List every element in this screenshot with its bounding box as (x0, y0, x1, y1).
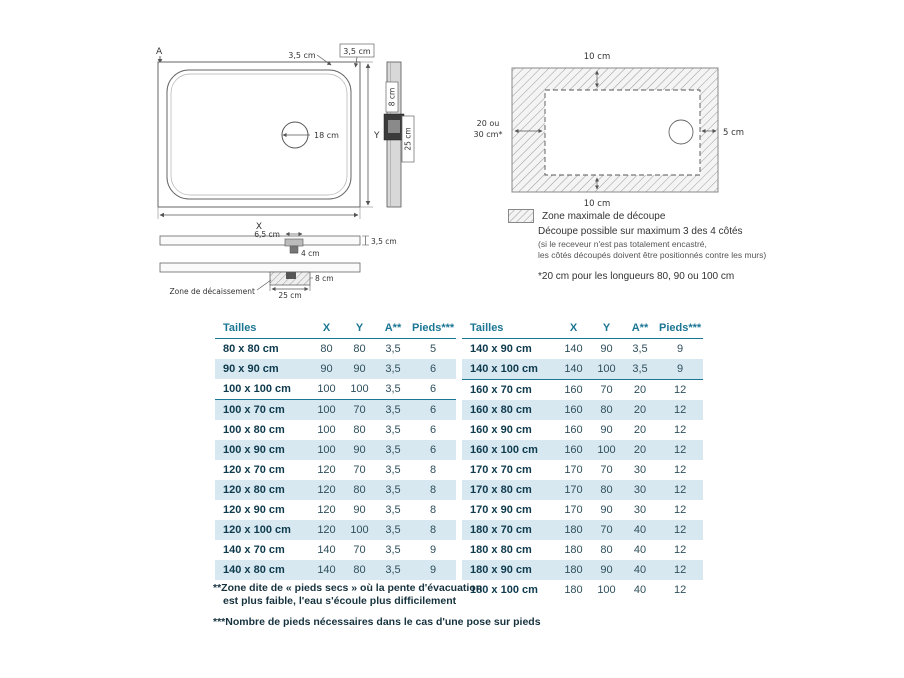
y-cell: 90 (353, 503, 366, 516)
y-cell: 90 (600, 563, 613, 576)
size-cell: 160 x 80 cm (470, 403, 532, 416)
table-row (215, 480, 456, 500)
size-cell: 100 x 70 cm (223, 403, 285, 416)
table-row (462, 540, 703, 560)
y-cell: 70 (353, 403, 366, 416)
cutout-dim-left-label-line1: 20 ou (476, 119, 500, 128)
y-cell: 90 (353, 362, 366, 375)
header-y: Y (590, 318, 623, 339)
y-cell: 100 (590, 359, 623, 380)
pieds-cell: 12 (673, 523, 687, 536)
table-row (462, 520, 703, 540)
size-cell: 140 x 100 cm (462, 359, 557, 380)
y-cell: 80 (353, 423, 366, 436)
table-row (215, 560, 456, 580)
pieds-cell: 5 (430, 342, 437, 355)
table-row (215, 339, 456, 360)
table-row (215, 460, 456, 480)
y-cell: 70 (353, 543, 366, 556)
size-cell: 180 x 70 cm (470, 523, 532, 536)
x-cell: 100 (310, 379, 343, 400)
y-cell: 90 (600, 503, 613, 516)
a-cell: 3,5 (385, 483, 401, 496)
pieds-cell: 6 (430, 403, 437, 416)
table-row (462, 500, 703, 520)
section-bar-2 (160, 263, 360, 272)
legend-note-line2: les côtés découpés doivent être positionnés contre les murs) (538, 250, 767, 261)
x-cell: 170 (564, 463, 583, 476)
size-cell: 120 x 70 cm (223, 463, 285, 476)
x-cell: 120 (317, 483, 336, 496)
y-cell: 80 (353, 563, 366, 576)
recess-zone-label: Zone de décaissement (169, 287, 255, 296)
x-cell: 80 (320, 342, 333, 355)
a-cell: 30 (633, 503, 647, 516)
a-cell: 20 (633, 403, 647, 416)
recess-drain-stub (286, 272, 296, 279)
cutout-drain-circle (669, 120, 693, 144)
pieds-cell: 6 (430, 362, 437, 375)
table-row (462, 560, 703, 580)
size-cell: 180 x 90 cm (470, 563, 532, 576)
table-row (215, 440, 456, 460)
table-row (215, 520, 456, 540)
size-cell: 160 x 70 cm (470, 383, 532, 396)
a-cell: 40 (633, 563, 647, 576)
y-cell: 80 (353, 342, 366, 355)
x-cell: 90 (320, 362, 333, 375)
a-cell: 40 (633, 523, 647, 536)
y-cell: 100 (597, 443, 616, 456)
table-row (215, 359, 456, 379)
section-drain-stem (290, 246, 298, 253)
size-cell: 90 x 90 cm (223, 362, 279, 375)
x-cell: 160 (564, 383, 583, 396)
header-pieds: Pieds*** (410, 318, 456, 339)
header-pieds: Pieds*** (657, 318, 703, 339)
legend-title: Zone maximale de découpe (542, 210, 666, 222)
x-cell: 100 (317, 423, 336, 436)
table-row (215, 500, 456, 520)
size-cell: 100 x 80 cm (223, 423, 285, 436)
y-cell: 100 (597, 583, 616, 596)
pieds-cell: 9 (677, 342, 684, 355)
recess-zone-leader (257, 280, 271, 290)
y-cell: 90 (600, 342, 613, 355)
table-row (215, 400, 456, 421)
y-cell: 90 (600, 423, 613, 436)
pieds-cell: 6 (430, 443, 437, 456)
side-dim-drain-zone-label: 25 cm (403, 127, 413, 151)
top-view (156, 44, 380, 232)
a-cell: 3,5 (385, 362, 401, 375)
header-a: A** (623, 318, 657, 339)
side-drain-trap-detail (388, 120, 400, 133)
a-cell: 20 (633, 423, 647, 436)
axis-y-label: Y (374, 131, 380, 141)
size-cell: 160 x 90 cm (470, 423, 532, 436)
x-cell: 160 (564, 423, 583, 436)
a-cell: 3,5 (376, 379, 410, 400)
footnote-pieds-secs-line1: **Zone dite de « pieds secs » où la pente d'évacuation (213, 582, 483, 594)
header-y: Y (343, 318, 376, 339)
pieds-cell: 8 (430, 523, 437, 536)
table-row (215, 540, 456, 560)
x-cell: 120 (317, 503, 336, 516)
y-cell: 100 (343, 379, 376, 400)
x-cell: 140 (564, 342, 583, 355)
a-cell: 30 (633, 483, 647, 496)
x-cell: 170 (564, 503, 583, 516)
legend-rule-text: Découpe possible sur maximum 3 des 4 côtés (538, 226, 743, 237)
size-cell: 80 x 80 cm (223, 342, 279, 355)
table-header-row (462, 318, 703, 339)
a-cell: 3,5 (385, 463, 401, 476)
footnote-pieds-secs-line2: est plus faible, l'eau s'écoule plus difficilement (223, 594, 457, 607)
y-cell: 80 (600, 483, 613, 496)
footnote-nombre-pieds: ***Nombre de pieds nécessaires dans le cas d'une pose sur pieds (213, 616, 541, 629)
dim-recess-width-label: 25 cm (278, 291, 302, 300)
size-cell: 140 x 90 cm (470, 342, 532, 355)
dim-border-top-label: 3,5 cm (288, 51, 316, 60)
dim-cap-label: 6,5 cm (254, 230, 280, 239)
sizes-table-left (215, 318, 456, 580)
y-cell: 70 (600, 463, 613, 476)
a-cell: 20 (633, 443, 647, 456)
dim-border-right-label: 3,5 cm (343, 47, 371, 56)
table-row (462, 480, 703, 500)
cutout-dim-right-label: 5 cm (723, 128, 745, 138)
pieds-cell: 12 (673, 583, 687, 596)
table-row (462, 359, 703, 380)
footnotes (213, 582, 541, 629)
pieds-cell: 12 (673, 463, 687, 476)
a-cell: 3,5 (385, 342, 401, 355)
y-cell: 90 (353, 443, 366, 456)
legend-title-row (508, 209, 766, 223)
pieds-cell: 8 (430, 483, 437, 496)
header-a: A** (376, 318, 410, 339)
legend-note-line1: (si le receveur n'est pas totalement encastré, (538, 239, 707, 249)
table-row (462, 339, 703, 360)
table-header-row (215, 318, 456, 339)
x-cell: 180 (564, 583, 583, 596)
pieds-cell: 12 (673, 383, 687, 396)
size-cell: 120 x 80 cm (223, 483, 285, 496)
a-cell: 40 (633, 543, 647, 556)
a-cell: 40 (633, 583, 647, 596)
size-cell: 140 x 70 cm (223, 543, 285, 556)
pieds-cell: 12 (673, 543, 687, 556)
legend-body (538, 226, 766, 282)
pieds-cell: 8 (430, 463, 437, 476)
size-cell: 170 x 80 cm (470, 483, 532, 496)
x-cell: 140 (317, 563, 336, 576)
table-row (462, 440, 703, 460)
a-cell: 3,5 (385, 403, 401, 416)
sizes-table-right (462, 318, 703, 600)
size-cell: 120 x 90 cm (223, 503, 285, 516)
x-cell: 120 (317, 523, 336, 536)
pieds-cell: 6 (430, 423, 437, 436)
x-cell: 170 (564, 483, 583, 496)
y-cell: 70 (600, 383, 613, 396)
pieds-cell: 12 (673, 503, 687, 516)
table-row (462, 380, 703, 401)
header-tailles: Tailles (215, 318, 310, 339)
side-dim-depth-label: 8 cm (387, 87, 397, 107)
pieds-cell: 6 (410, 379, 456, 400)
y-cell: 80 (600, 403, 613, 416)
pieds-cell: 9 (657, 359, 703, 380)
shower-tray-technical-drawing (140, 38, 430, 300)
dim-drain-label: 18 cm (314, 131, 339, 140)
cutout-zone-diagram (470, 45, 780, 215)
section-marker-label: A (156, 47, 163, 57)
x-cell: 100 (317, 403, 336, 416)
a-cell: 3,5 (385, 563, 401, 576)
legend-star-note: *20 cm pour les longueurs 80, 90 ou 100 cm (538, 271, 735, 283)
y-cell: 70 (353, 463, 366, 476)
size-cell: 100 x 90 cm (223, 443, 285, 456)
a-cell: 3,5 (632, 342, 648, 355)
x-cell: 140 (557, 359, 590, 380)
y-cell: 100 (350, 523, 369, 536)
size-cell: 180 x 80 cm (470, 543, 532, 556)
y-cell: 80 (353, 483, 366, 496)
pieds-cell: 8 (430, 503, 437, 516)
size-cell: 120 x 100 cm (223, 523, 291, 536)
table-row (462, 400, 703, 420)
cross-sections (160, 230, 397, 300)
x-cell: 140 (317, 543, 336, 556)
table-row (215, 379, 456, 400)
header-x: X (310, 318, 343, 339)
section-drain-cap (285, 239, 303, 246)
x-cell: 180 (564, 543, 583, 556)
pieds-cell: 12 (673, 403, 687, 416)
x-cell: 100 (317, 443, 336, 456)
header-tailles: Tailles (462, 318, 557, 339)
y-cell: 80 (600, 543, 613, 556)
cutout-dim-top-label: 10 cm (583, 52, 611, 62)
pieds-cell: 12 (673, 563, 687, 576)
size-cell: 140 x 80 cm (223, 563, 285, 576)
axis-x-label: X (255, 222, 263, 232)
hatch-swatch-icon (508, 209, 534, 223)
side-profile-view (384, 62, 414, 207)
pieds-cell: 9 (430, 563, 437, 576)
a-cell: 30 (633, 463, 647, 476)
size-cell: 170 x 90 cm (470, 503, 532, 516)
size-cell: 170 x 70 cm (470, 463, 532, 476)
dim-edge-label: 3,5 cm (371, 237, 397, 246)
a-cell: 3,5 (385, 423, 401, 436)
a-cell: 3,5 (385, 523, 401, 536)
pieds-cell: 9 (430, 543, 437, 556)
a-cell: 3,5 (385, 543, 401, 556)
table-row (215, 420, 456, 440)
pieds-cell: 12 (673, 483, 687, 496)
cutout-legend (508, 209, 766, 282)
a-cell: 20 (633, 383, 647, 396)
header-x: X (557, 318, 590, 339)
a-cell: 3,5 (385, 503, 401, 516)
a-cell: 3,5 (385, 443, 401, 456)
y-cell: 70 (600, 523, 613, 536)
x-cell: 180 (564, 563, 583, 576)
cutout-dim-left-label-line2: 30 cm* (473, 130, 503, 139)
table-row (462, 420, 703, 440)
size-cell: 180 x 100 cm (470, 583, 538, 596)
x-cell: 120 (317, 463, 336, 476)
pieds-cell: 12 (673, 443, 687, 456)
x-cell: 180 (564, 523, 583, 536)
cutout-dim-bottom-label: 10 cm (583, 199, 611, 209)
pieds-cell: 12 (673, 423, 687, 436)
x-cell: 160 (564, 403, 583, 416)
dim-stem-label: 4 cm (301, 249, 320, 258)
x-cell: 160 (564, 443, 583, 456)
size-cell: 160 x 100 cm (470, 443, 538, 456)
size-cell: 100 x 100 cm (215, 379, 310, 400)
a-cell: 3,5 (623, 359, 657, 380)
dim-recess-height-label: 8 cm (315, 274, 334, 283)
table-row (462, 460, 703, 480)
